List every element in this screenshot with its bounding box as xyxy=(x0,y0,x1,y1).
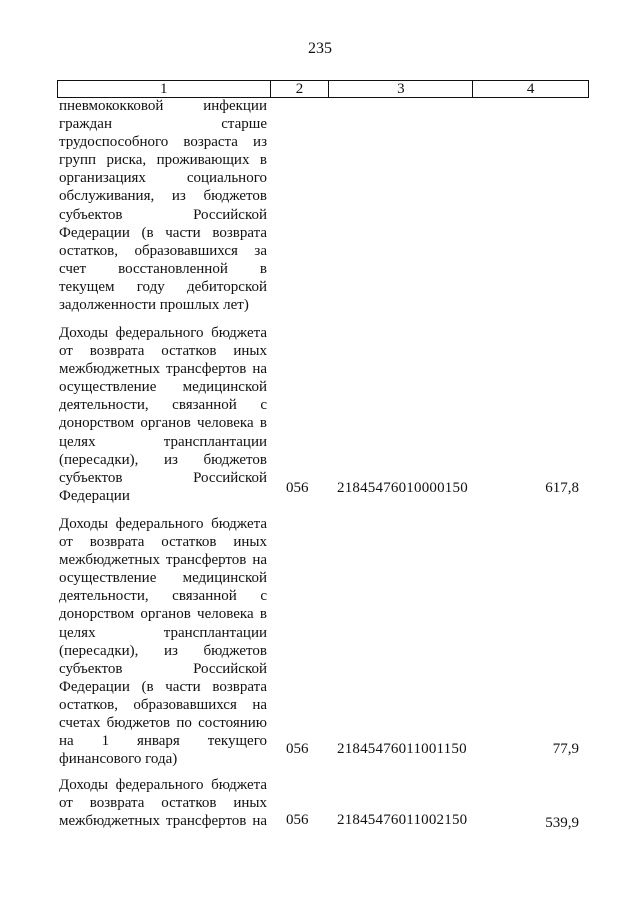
row-0-line-0: пневмококковой инфекции xyxy=(59,98,267,114)
row-0-line-6: субъектов Российской xyxy=(59,206,267,223)
row-2-line-0: Доходы федерального бюджета xyxy=(59,516,267,532)
row-0-line-5: обслуживания, из бюджетов xyxy=(59,188,267,205)
row-1-line-3: осуществление медицинской xyxy=(59,379,267,396)
row-0-line-9: счет восстановленной в xyxy=(59,260,267,277)
row-2-line-10: остатков, образовавшихся на xyxy=(59,696,267,713)
row-2-admin-code: 056 xyxy=(286,741,309,757)
row-0-description xyxy=(59,97,267,314)
row-1-line-4: деятельности, связанной с xyxy=(59,397,267,414)
row-0-line-4: организациях социального xyxy=(59,170,267,187)
row-1-line-5: донорством органов человека в xyxy=(59,415,267,432)
row-1-line-9: Федерации xyxy=(59,487,130,504)
page-number: 235 xyxy=(308,40,332,57)
row-2-line-11: счетах бюджетов по состоянию xyxy=(59,715,267,732)
row-3-admin-code: 056 xyxy=(286,812,309,828)
row-2-line-8: субъектов Российской xyxy=(59,660,267,677)
row-2-line-6: целях трансплантации xyxy=(59,624,267,641)
column-header-3: 3 xyxy=(329,81,473,97)
row-2-description xyxy=(59,515,267,768)
row-1-line-8: субъектов Российской xyxy=(59,469,267,486)
row-3-budget-code: 21845476011002150 xyxy=(337,812,468,828)
row-3-line-0: Доходы федерального бюджета xyxy=(59,777,267,793)
row-2-line-3: осуществление медицинской xyxy=(59,570,267,587)
row-0-line-7: Федерации (в части возврата xyxy=(59,224,267,241)
row-2-line-4: деятельности, связанной с xyxy=(59,588,267,605)
row-2-line-2: межбюджетных трансфертов на xyxy=(59,552,267,569)
row-0-line-3: групп риска, проживающих в xyxy=(59,152,267,169)
row-0-line-8: остатков, образовавшихся за xyxy=(59,242,267,259)
row-3-amount: 539,9 xyxy=(545,815,579,831)
column-header-1: 1 xyxy=(58,81,271,97)
row-1-line-7: (пересадки), из бюджетов xyxy=(59,451,267,468)
row-3-description xyxy=(59,776,267,830)
row-2-line-5: донорством органов человека в xyxy=(59,606,267,623)
row-2-line-12: на 1 января текущего xyxy=(59,733,267,750)
table-header-row xyxy=(57,80,589,98)
row-1-budget-code: 21845476010000150 xyxy=(337,480,468,496)
row-3-line-1: от возврата остатков иных xyxy=(59,795,267,812)
column-header-4: 4 xyxy=(526,81,535,97)
row-2-line-7: (пересадки), из бюджетов xyxy=(59,642,267,659)
row-0-line-10: текущем году дебиторской xyxy=(59,278,267,295)
row-2-line-13: финансового года) xyxy=(59,751,178,768)
row-1-admin-code: 056 xyxy=(286,480,309,496)
row-0-line-11: задолженности прошлых лет) xyxy=(59,297,249,314)
row-3-line-2: межбюджетных трансфертов на xyxy=(59,813,267,830)
row-2-budget-code: 21845476011001150 xyxy=(337,741,467,757)
row-0-line-2: трудоспособного возраста из xyxy=(59,134,267,151)
row-1-line-2: межбюджетных трансфертов на xyxy=(59,361,267,378)
row-0-line-1: граждан старше xyxy=(59,116,267,133)
row-1-line-6: целях трансплантации xyxy=(59,433,267,450)
row-1-description xyxy=(59,324,267,505)
row-1-amount: 617,8 xyxy=(545,480,579,496)
row-2-line-9: Федерации (в части возврата xyxy=(59,678,267,695)
row-1-line-1: от возврата остатков иных xyxy=(59,343,267,360)
row-1-line-0: Доходы федерального бюджета xyxy=(59,325,267,341)
row-2-line-1: от возврата остатков иных xyxy=(59,534,267,551)
column-header-2: 2 xyxy=(271,81,330,97)
row-2-amount: 77,9 xyxy=(552,741,579,757)
